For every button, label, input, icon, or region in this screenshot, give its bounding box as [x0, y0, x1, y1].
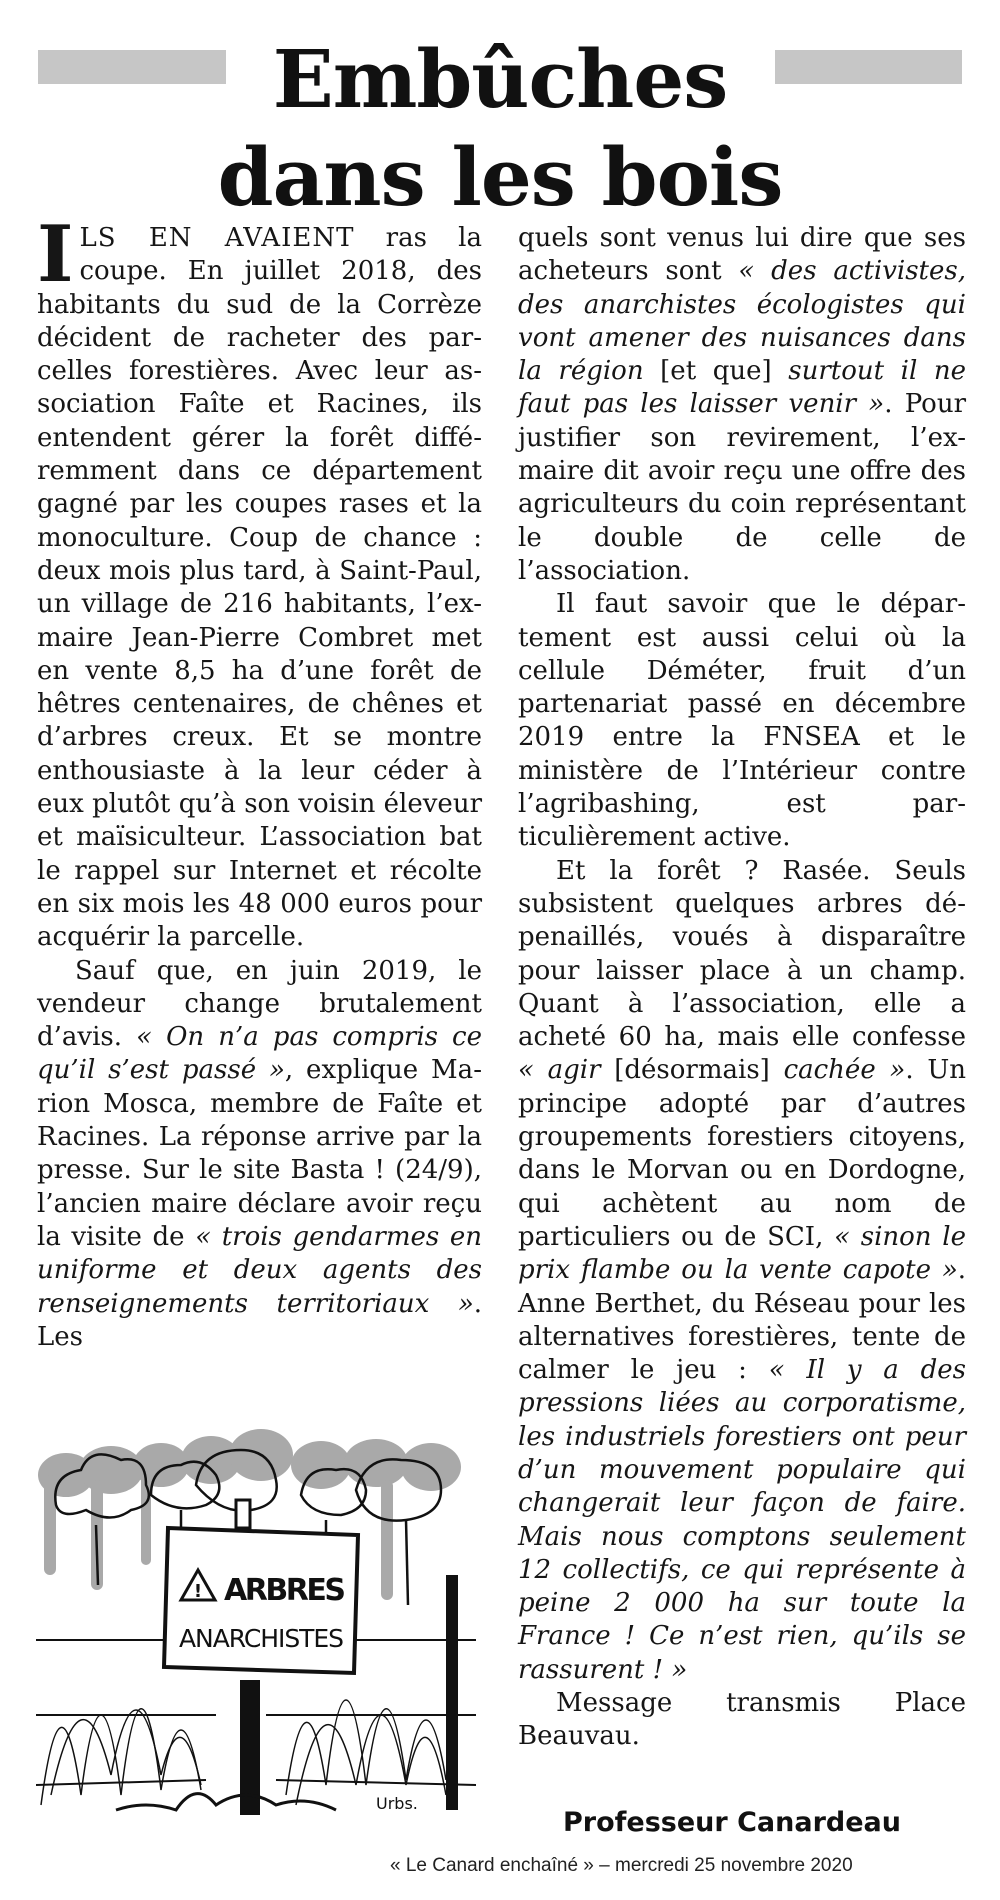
- article-column-right: [518, 222, 966, 1754]
- paragraph-text: . Pour justifier son revirement, l’ex-maire dit avoir reçu une offre des agriculteurs du coin représentant le double de celle de l’association.: [518, 389, 967, 586]
- paragraph-3: Il faut savoir que le département est aussi celui où la cellule Déméter, fruit d’un partenariat passé en décembre 2019 entre la FNSEA et le ministère de l’Intérieur contre l’agribashing, est particulièrement active.: [518, 589, 966, 853]
- paragraph-text: quels sont venus lui dire que ses acheteurs sont: [518, 223, 966, 287]
- article-headline: [0, 30, 1000, 226]
- headline-line-2: dans les bois: [217, 130, 783, 224]
- quote: « On n’a pas compris ce qu’il s’est passé »: [37, 1022, 482, 1086]
- paragraph-2-continued: [518, 222, 966, 588]
- cartoon-illustration: [36, 1425, 476, 1815]
- sign-text-anarchistes: ANARCHISTES: [179, 1624, 344, 1653]
- quote: cachée »: [783, 1055, 906, 1086]
- artist-signature: Urbs.: [376, 1794, 418, 1813]
- bracket-insert: [et que]: [643, 356, 789, 387]
- quote: « sinon le prix flambe ou la vente capote »: [518, 1221, 966, 1286]
- publication-footer: « Le Canard enchaîné » – mercredi 25 novembre 2020: [390, 1855, 853, 1876]
- warning-sign: [164, 1500, 358, 1815]
- paragraph-text: . Anne Berthet, du Réseau pour les alternatives forestières, tente de calmer le jeu :: [518, 1255, 966, 1386]
- quote: « des activistes, des anarchistes écologistes qui vont amener des nuisances dans la région: [518, 256, 966, 387]
- author-signature: Professeur Canardeau: [563, 1807, 901, 1838]
- paragraph-2: [37, 955, 482, 1355]
- paragraph-1: [37, 209, 483, 955]
- headline-block: [0, 30, 1000, 224]
- ground-line: [116, 1794, 336, 1810]
- drop-cap: I: [37, 209, 74, 300]
- paragraph-text: Sauf que, en juin 2019, le vendeur change brutalement d’avis.: [37, 955, 482, 1053]
- paragraph-1-text: ras la coupe. En juillet 2018, des habitants du sud de la Corrèze décident de racheter des parcelles forestières. Avec leur association Faîte et Racines, ils entendent gérer la forêt différemment dans ce département gagné par les coupes rases et la monoculture. Coup de chance : deux mois plus tard, à Saint-Paul, un village de 216 habitants, l’ex-maire Jean-Pierre Combret met en vente 8,5 ha d’une forêt de hêtres centenaires, de chênes et d’arbres creux. Et se montre enthousiaste à la leur céder à eux plutôt qu’à son voisin éleveur et maïsiculteur. L’association bat le rappel sur Internet et récolte en six mois les 48 000 euros pour acquérir la parcelle.: [37, 223, 483, 953]
- quote: « trois gendarmes en uniforme et deux agents des renseignements territoriaux »: [37, 1221, 482, 1319]
- paragraph-text: , explique Marion Mosca, membre de Faîte et Racines. La réponse arrive par la presse. Sur le site Basta ! (24/9), l’ancien maire déclare avoir reçu la visite de: [37, 1055, 482, 1252]
- paragraph-text: . Les: [37, 1288, 482, 1352]
- paragraph-text: . Un principe adopté par d’autres groupements forestiers citoyens, dans le Morvan ou en Dordogne, qui achètent au nom de particuliers ou de SCI,: [518, 1055, 966, 1252]
- paragraph-5: Message transmis Place Beauvau.: [518, 1688, 966, 1752]
- article-column-left: [37, 209, 483, 1354]
- bracket-insert: [désormais]: [600, 1055, 784, 1086]
- svg-text:!: !: [193, 1581, 203, 1602]
- lead-in-caps: LS EN AVAIENT: [79, 223, 355, 253]
- headline-line-1: Embûches: [272, 32, 728, 126]
- paragraph-text: Et la forêt ? Rasée. Seuls subsistent quelques arbres dépenaillés, voués à disparaître pour laisser place à un champ. Quant à l’association, elle a acheté 60 ha, mais elle confesse: [518, 855, 966, 1053]
- quote: surtout il ne faut pas les laisser venir »: [518, 356, 966, 420]
- sign-text-arbres: ARBRES: [224, 1573, 346, 1608]
- quote: « Il y a des pressions liées au corporatisme, les industriels forestiers ont peur d’un mouvement populaire qui changerait leur façon de faire. Mais nous comptons seulement 12 collectifs, ce qui représente à peine 2 000 ha sur toute la France ! Ce n’est rien, qu’ils se rassurent ! »: [518, 1355, 966, 1685]
- paragraph-4: [518, 855, 966, 1687]
- quote: « agir: [518, 1055, 601, 1086]
- fence-post: [446, 1575, 458, 1810]
